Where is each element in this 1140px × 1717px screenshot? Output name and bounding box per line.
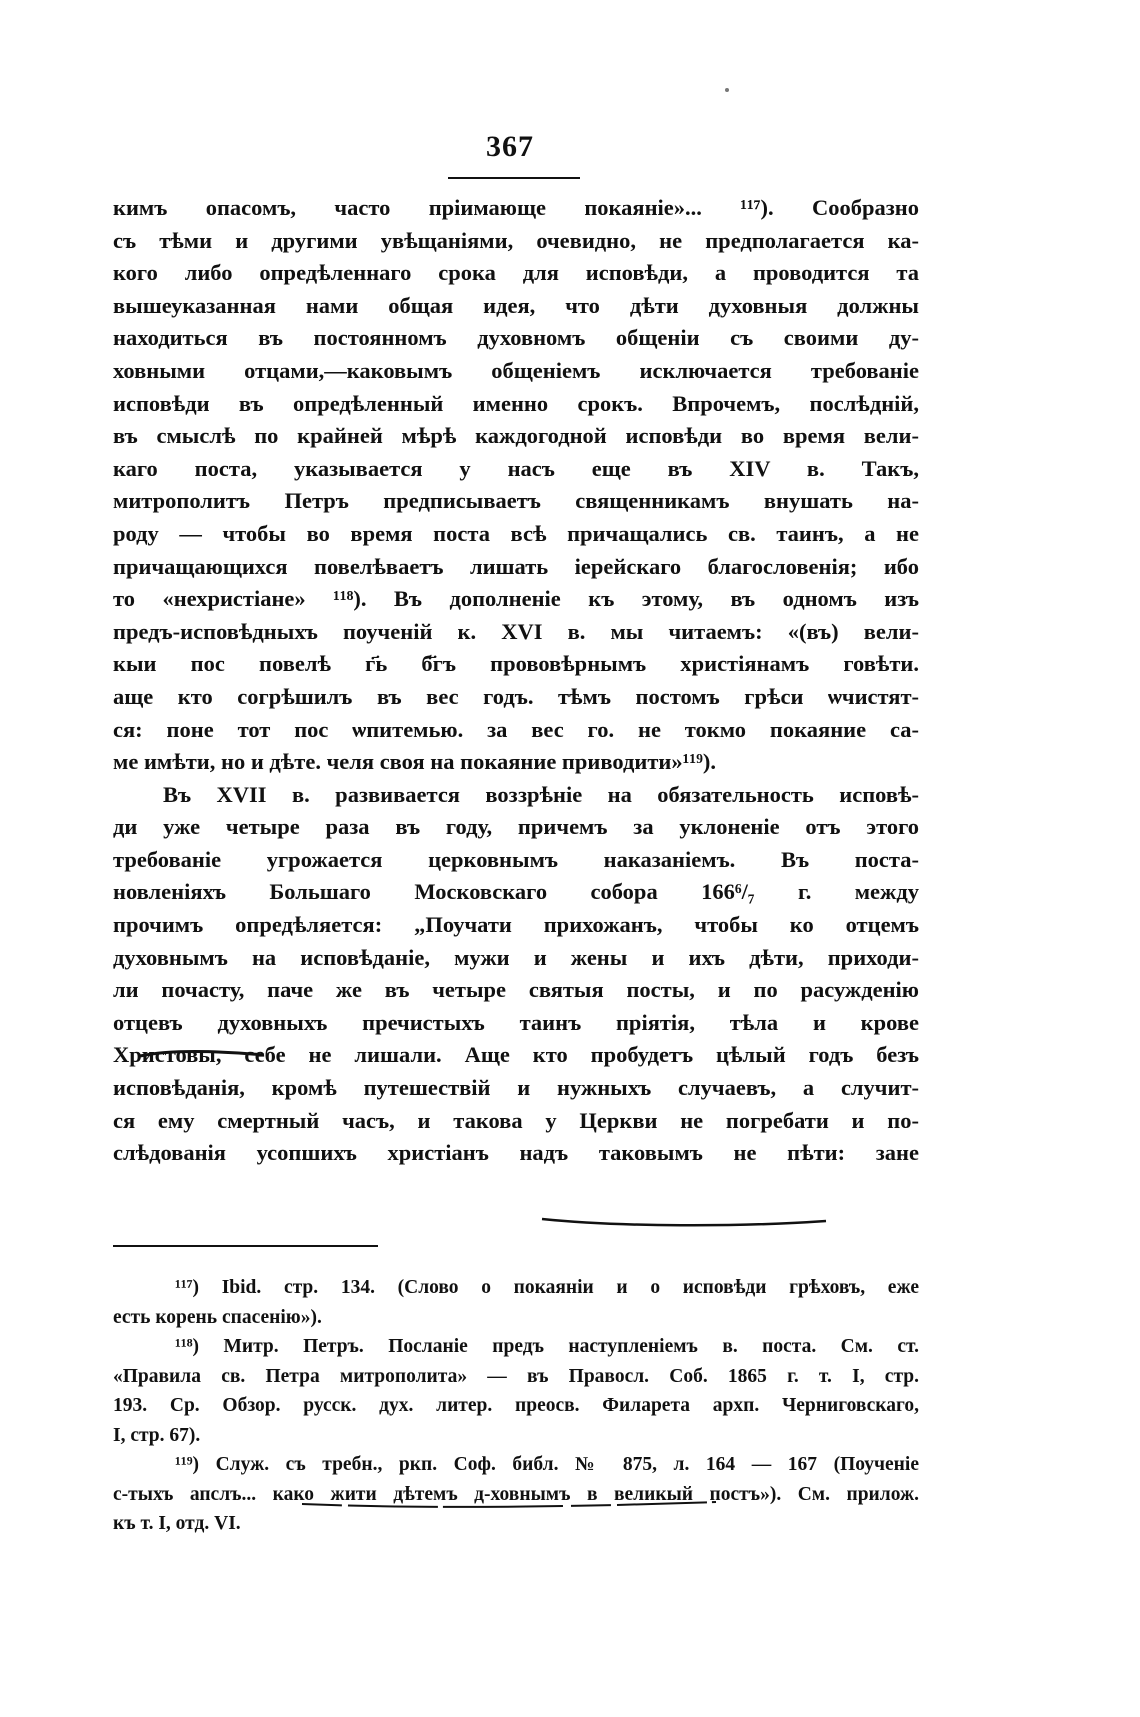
paragraph-start-line: Въ XVII в. развивается воззрѣніе на обязательность исповѣ-	[163, 781, 919, 807]
text-line: кыи пос повелѣ г҃ь б҃гъ прововѣрнымъ христіянамъ говѣти.	[113, 651, 919, 677]
footnote-118	[113, 1332, 919, 1450]
text-line: отцевъ духовныхъ пречистыхъ таинъ пріятія, тѣла и крове	[113, 1009, 919, 1035]
text-line: въ смыслѣ по крайней мѣрѣ каждогодной исповѣди во время вели-	[113, 423, 919, 449]
footnote-line: есть корень спасенію»).	[113, 1306, 322, 1328]
text-line: ли почасту, паче же въ четыре святыя посты, и по расужденію	[113, 977, 919, 1003]
text-line: прочимъ опредѣляется: „Поучати прихожанъ, чтобы ко отцемъ	[113, 912, 919, 938]
text-line: ди уже четыре раза въ году, причемъ за уклоненіе отъ этого	[113, 814, 919, 840]
footnotes	[113, 1273, 919, 1539]
text-line: кимъ опасомъ, часто пріимающе покаяніе»... ¹¹⁷). Сообразно	[113, 195, 919, 220]
text-line: каго поста, указывается у насъ еще въ XIV в. Такъ,	[113, 455, 919, 481]
text-line: находиться въ постоянномъ духовномъ общеніи съ своими ду-	[113, 325, 919, 351]
footnote-line: ¹¹⁹) Служ. съ требн., ркп. Соф. библ. № 875, л. 164 — 167 (Поученіе	[175, 1454, 919, 1475]
text-line: ховными отцами,—каковымъ общеніемъ исключается требованіе	[113, 357, 919, 383]
text-line: аще кто согрѣшилъ въ вес годъ. тѣмъ постомъ грѣси ѡчистят-	[113, 683, 919, 709]
footnote-line: I, стр. 67).	[113, 1424, 201, 1446]
text-line: ся ему смертный часъ, и такова у Церкви не погребати и по-	[113, 1107, 919, 1133]
footnote-separator	[113, 1245, 378, 1247]
footnote-line: 193. Ср. Обзор. русск. дух. литер. преосв. Филарета архп. Черниговскаго,	[113, 1395, 919, 1416]
text-line: духовнымъ на исповѣданіе, мужи и жены и ихъ дѣти, приходи-	[113, 944, 919, 970]
footnote-line: ¹¹⁷) Ibid. стр. 134. (Слово о покаяніи и о исповѣди грѣховъ, еже	[175, 1277, 919, 1298]
text-line: вышеуказанная нами общая идея, что дѣти духовныя должны	[113, 292, 919, 318]
footnote-line: ¹¹⁸) Митр. Петръ. Посланіе предъ наступленіемъ в. поста. См. ст.	[175, 1336, 919, 1357]
text-line: кого либо опредѣленнаго срока для исповѣди, а проводится та	[113, 260, 919, 286]
footnote-119	[113, 1450, 919, 1539]
footnote-line: «Правила св. Петра митрополита» — въ Правосл. Соб. 1865 г. т. I, стр.	[113, 1365, 919, 1387]
text-line: исповѣданія, кромѣ путешествій и нужныхъ случаевъ, а случит-	[113, 1075, 919, 1101]
footnote-line: къ т. I, отд. VI.	[113, 1513, 241, 1534]
text-line: митрополитъ Петръ предписываетъ священникамъ внушать на-	[113, 488, 919, 514]
footnote-line: с-тыхъ апслъ... како жити дѣтемъ д-ховнымъ в великый постъ»). См. прилож.	[113, 1483, 919, 1505]
text-line: роду — чтобы во время поста всѣ причащались св. таинъ, а не	[113, 520, 919, 546]
page-number: 367	[486, 130, 534, 163]
text-line: ме имѣти, но и дѣте. челя своя на покаяние приводити»¹¹⁹).	[113, 749, 716, 775]
text-line: требованіе угрожается церковнымъ наказаніемъ. Въ поста-	[113, 846, 919, 872]
main-text	[113, 192, 919, 1170]
text-line: исповѣди въ опредѣленный именно срокъ. Впрочемъ, послѣдній,	[113, 390, 919, 416]
text-line: причащающихся повелѣваетъ лишать іерейскаго благословенія; ибо	[113, 553, 919, 579]
text-line: Христовы, себе не лишали. Аще кто пробудетъ цѣлый годъ безъ	[113, 1042, 919, 1068]
text-line: предъ-исповѣдныхъ поученій к. XVI в. мы читаемъ: «(въ) вели-	[113, 618, 919, 644]
page-number-rule	[448, 177, 580, 179]
text-line: новленіяхъ Большаго Московскаго собора 166⁶/₇ г. между	[113, 879, 919, 905]
text-line: съ тѣми и другими увѣщаніями, очевидно, не предполагается ка-	[113, 227, 919, 253]
text-line: ся: поне тот пос ѡпитемью. за вес го. не токмо покаяние са-	[113, 716, 919, 742]
pencil-underline-mark	[540, 1215, 830, 1229]
text-line: слѣдованія усопшихъ христіанъ надъ таковымъ не пѣти: зане	[113, 1140, 919, 1166]
footnote-117	[113, 1273, 919, 1332]
text-line: то «нехристіане» ¹¹⁸). Въ дополненіе къ этому, въ одномъ изъ	[113, 586, 919, 612]
paper-speck	[725, 88, 729, 92]
